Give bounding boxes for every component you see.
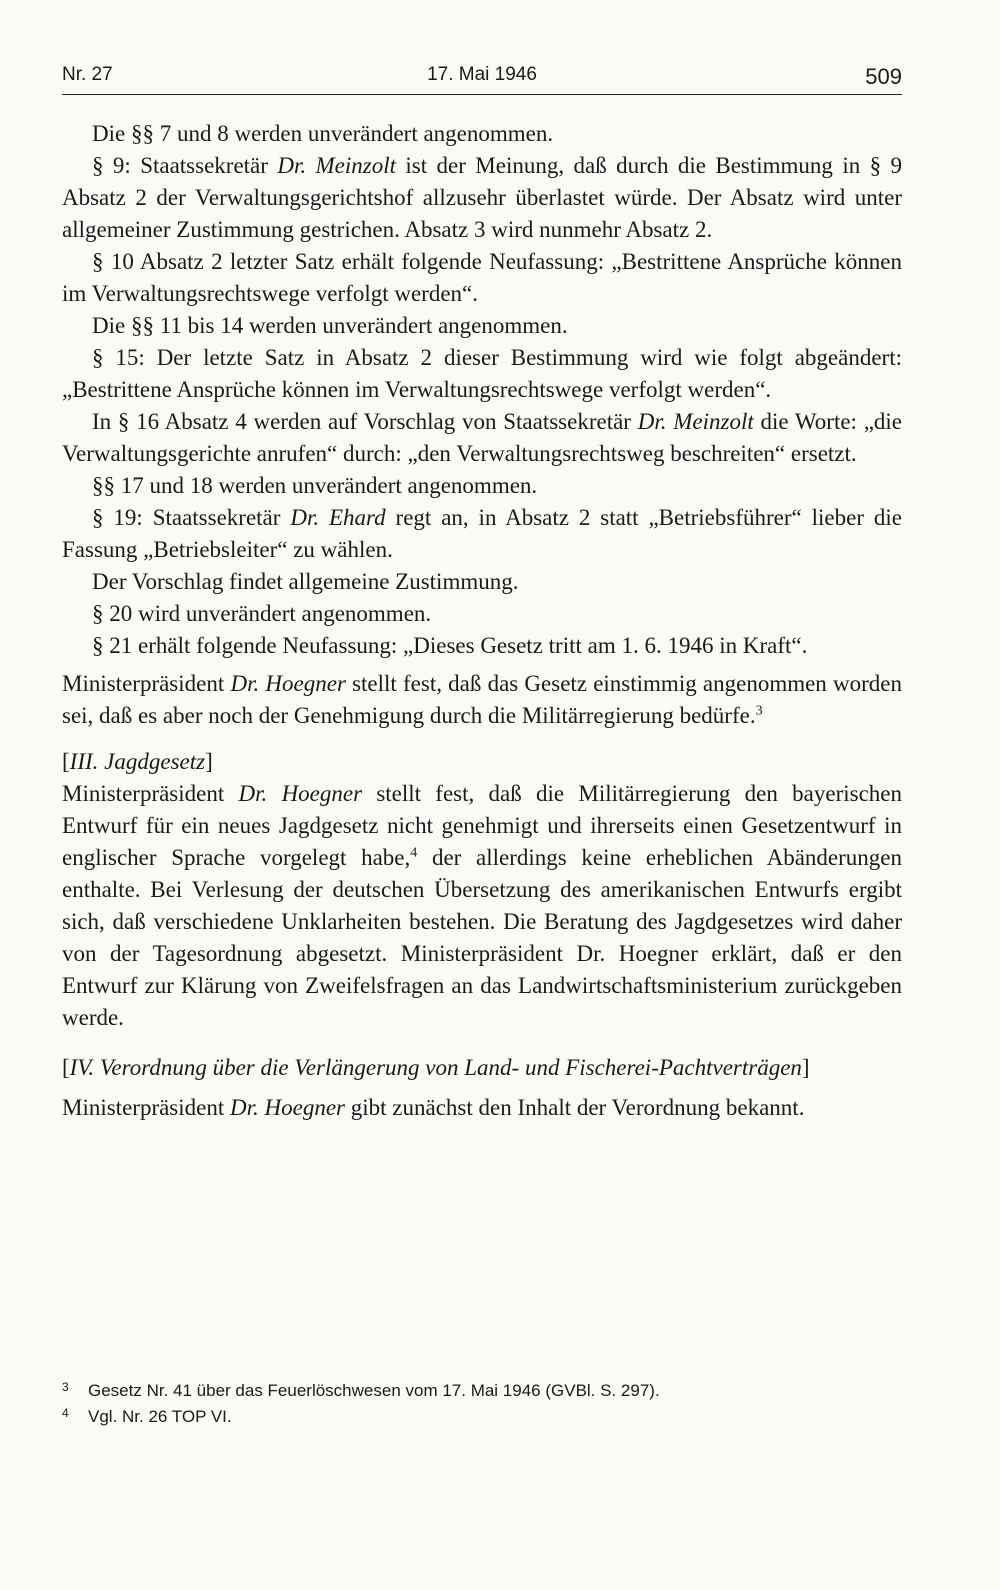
paragraph: § 9: Staatssekretär Dr. Meinzolt ist der Meinung, daß durch die Bestimmung in § 9 Absatz 2 der Verwaltungsgerichtshof allzusehr überlastet würde. Der Absatz wird unter allgemeiner Zustimmung gestrichen. Absatz 3 wird nunmehr Absatz 2. [62, 153, 903, 242]
paragraph: § 15: Der letzte Satz in Absatz 2 dieser Bestimmung wird wie folgt abgeändert: „Bestrittene Ansprüche können im Verwaltungsrechtswege verfolgt werden“. [62, 345, 902, 402]
paragraph: § 19: Staatssekretär Dr. Ehard regt an, in Absatz 2 statt „Betriebsführer“ lieber die Fassung „Betriebsleiter“ zu wählen. [62, 505, 902, 562]
footnote: 3 Gesetz Nr. 41 über das Feuerlöschwesen vom 17. Mai 1946 (GVBl. S. 297). [62, 1378, 902, 1404]
document-number: Nr. 27 [62, 64, 113, 85]
footnote: 4 Vgl. Nr. 26 TOP VI. [62, 1404, 902, 1430]
footnote-ref: 3 [755, 703, 763, 719]
footnote-mark: 4 [62, 1406, 69, 1420]
section-heading-verordnung: [IV. Verordnung über die Verlängerung von Land- und Fischerei-Pachtverträgen] [62, 1055, 810, 1080]
paragraph: Der Vorschlag findet allgemeine Zustimmung. [92, 569, 519, 594]
paragraph: Ministerpräsident Dr. Hoegner stellt fest, daß die Militärregierung den bayerischen Entwurf für ein neues Jagdgesetz nicht genehmigt und ihrerseits einen Gesetzentwurf in englischer Sprache vorgelegt habe,$^4$ der allerdings keine erheblichen Abänderungen enthalte. Bei Verlesung der deutschen Übersetzung des amerikanischen Entwurfs ergibt sich, daß verschiedene Unklarheiten bestehen. Die Beratung des Jagdgesetzes wird daher von der Tagesordnung abgesetzt. Ministerpräsident Dr. Hoegner erklärt, daß er den Entwurf zur Klärung von Zweifelsfragen an das Landwirtschaftsministerium zurückgeben werde. [62, 781, 902, 1030]
person-name: Dr. Hoegner [230, 671, 346, 696]
footnotes [62, 1378, 902, 1430]
running-header [62, 60, 902, 95]
header-date: 17. Mai 1946 [427, 64, 537, 85]
paragraph: §§ 17 und 18 werden unverändert angenommen. [92, 473, 538, 498]
person-name: Dr. Hoegner [230, 1095, 345, 1120]
footnote-ref: 4 [410, 845, 418, 861]
paragraph: § 20 wird unverändert angenommen. [92, 601, 432, 626]
section-heading-jagdgesetz: [III. Jagdgesetz] [62, 749, 213, 774]
main-text [62, 118, 902, 1124]
paragraph: § 21 erhält folgende Neufassung: „Dieses Gesetz tritt am 1. 6. 1946 in Kraft“. [92, 633, 808, 658]
person-name: Dr. Meinzolt [637, 409, 754, 434]
paragraph: Die §§ 11 bis 14 werden unverändert angenommen. [92, 313, 568, 338]
paragraph: § 10 Absatz 2 letzter Satz erhält folgende Neufassung: „Bestrittene Ansprüche können im Verwaltungsrechtswege verfolgt werden“. [62, 249, 902, 306]
paragraph: Die §§ 7 und 8 werden unverändert angenommen. [92, 121, 554, 146]
footnote-mark: 3 [62, 1380, 69, 1394]
paragraph: In § 16 Absatz 4 werden auf Vorschlag von Staatssekretär Dr. Meinzolt die Worte: „die Verwaltungsgerichte anrufen“ durch: „den Verwaltungsrechtsweg beschreiten“ ersetzt. [62, 409, 902, 466]
person-name: Dr. Hoegner [238, 781, 363, 806]
page-number: 509 [865, 64, 902, 89]
paragraph: Ministerpräsident Dr. Hoegner gibt zunächst den Inhalt der Verordnung bekannt. [62, 1095, 805, 1120]
person-name: Dr. Ehard [290, 505, 386, 530]
paragraph: Ministerpräsident Dr. Hoegner stellt fest, daß das Gesetz einstimmig angenommen worden sei, daß es aber noch der Genehmigung durch die Militärregierung bedürfe.$^3$ [62, 671, 902, 728]
person-name: Dr. Meinzolt [277, 153, 396, 178]
